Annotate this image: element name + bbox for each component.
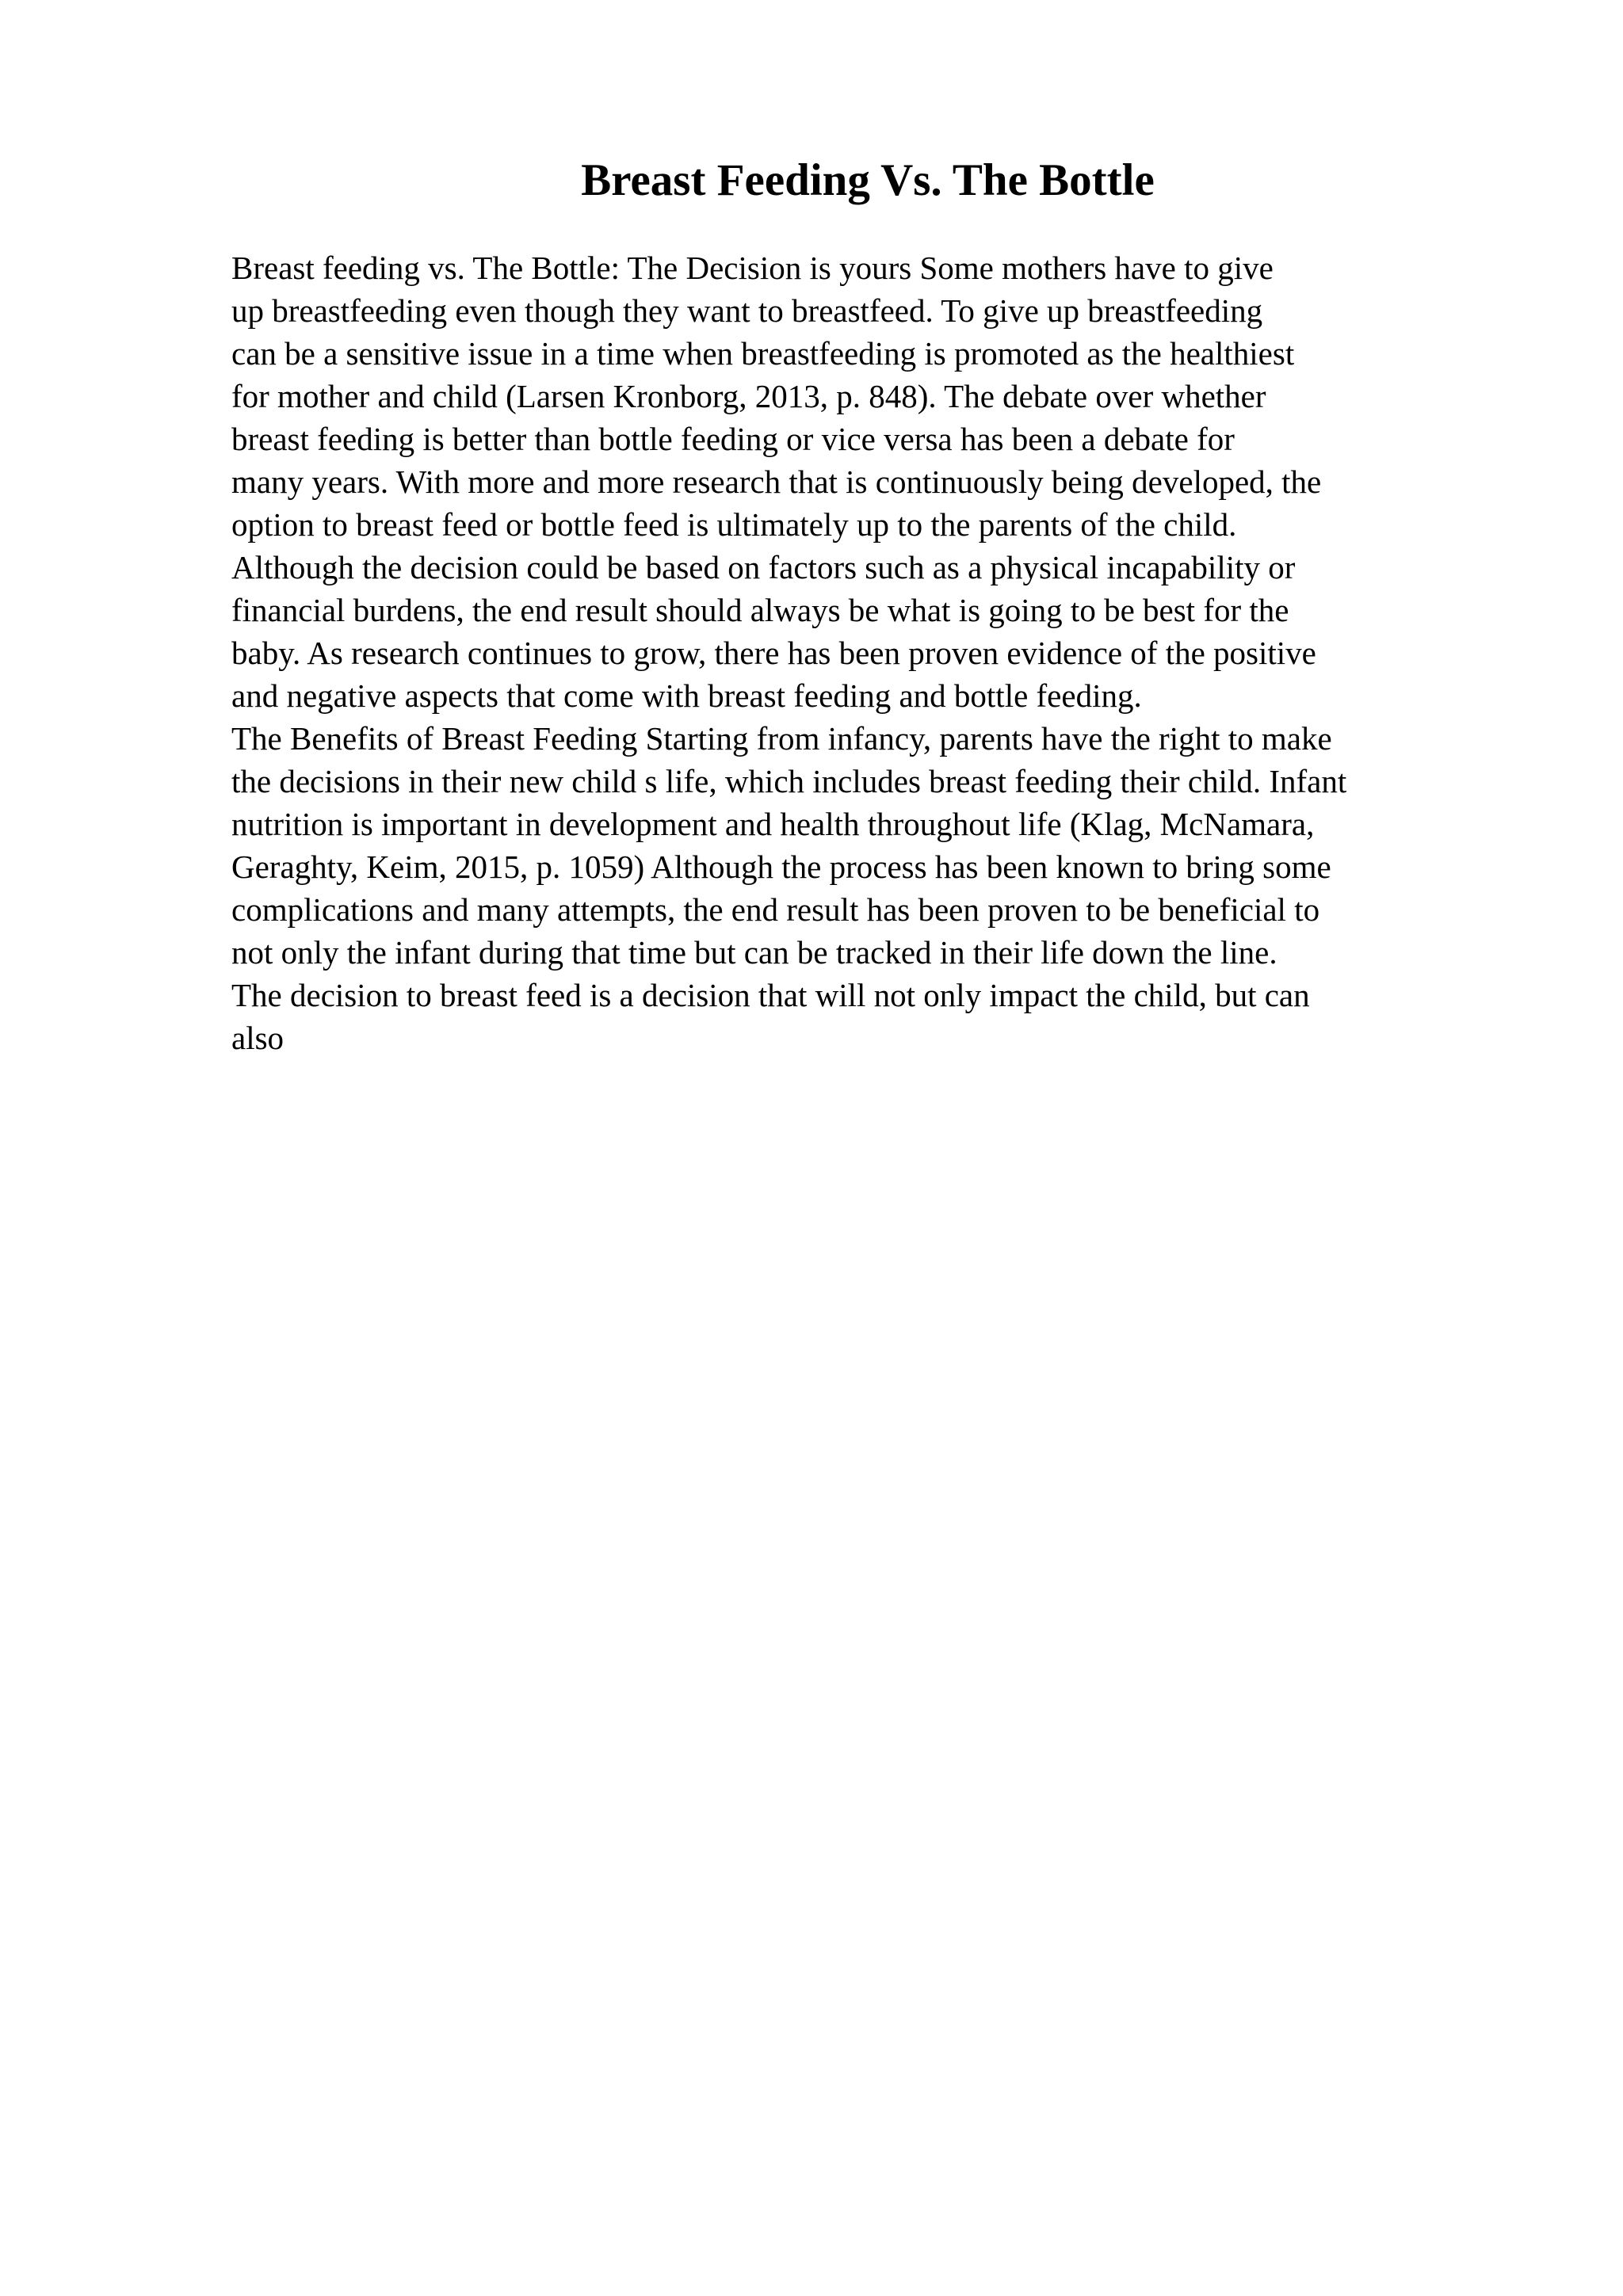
body-line: many years. With more and more research that is continuously being developed, the [231, 463, 1322, 500]
body-line: Breast feeding vs. The Bottle: The Decision is yours Some mothers have to give [231, 250, 1274, 286]
document-body [231, 246, 1594, 1059]
body-line: the decisions in their new child s life, which includes breast feeding their child. Infant [231, 763, 1347, 799]
body-line: Although the decision could be based on factors such as a physical incapability or [231, 549, 1296, 585]
body-line: complications and many attempts, the end result has been proven to be beneficial to [231, 891, 1320, 928]
body-line: Geraghty, Keim, 2015, p. 1059) Although the process has been known to bring some [231, 849, 1331, 885]
body-line: breast feeding is better than bottle feeding or vice versa has been a debate for [231, 421, 1235, 457]
body-line: up breastfeeding even though they want to breastfeed. To give up breastfeeding [231, 292, 1263, 329]
body-line: baby. As research continues to grow, there has been proven evidence of the positive [231, 635, 1316, 671]
body-line: not only the infant during that time but can be tracked in their life down the line. [231, 934, 1277, 971]
body-line: option to breast feed or bottle feed is ultimately up to the parents of the child. [231, 506, 1237, 543]
document-title: Breast Feeding Vs. The Bottle [581, 155, 1155, 205]
body-line: nutrition is important in development and health throughout life (Klag, McNamara, [231, 806, 1315, 842]
body-line: also [231, 1020, 285, 1056]
body-line: financial burdens, the end result should always be what is going to be best for the [231, 592, 1289, 628]
body-line: The Benefits of Breast Feeding Starting from infancy, parents have the right to make [231, 720, 1332, 757]
body-line: and negative aspects that come with breast feeding and bottle feeding. [231, 677, 1142, 714]
body-line: for mother and child (Larsen Kronborg, 2013, p. 848). The debate over whether [231, 378, 1266, 414]
body-line: The decision to breast feed is a decision that will not only impact the child, but can [231, 977, 1310, 1013]
body-line: can be a sensitive issue in a time when breastfeeding is promoted as the healthiest [231, 335, 1295, 372]
